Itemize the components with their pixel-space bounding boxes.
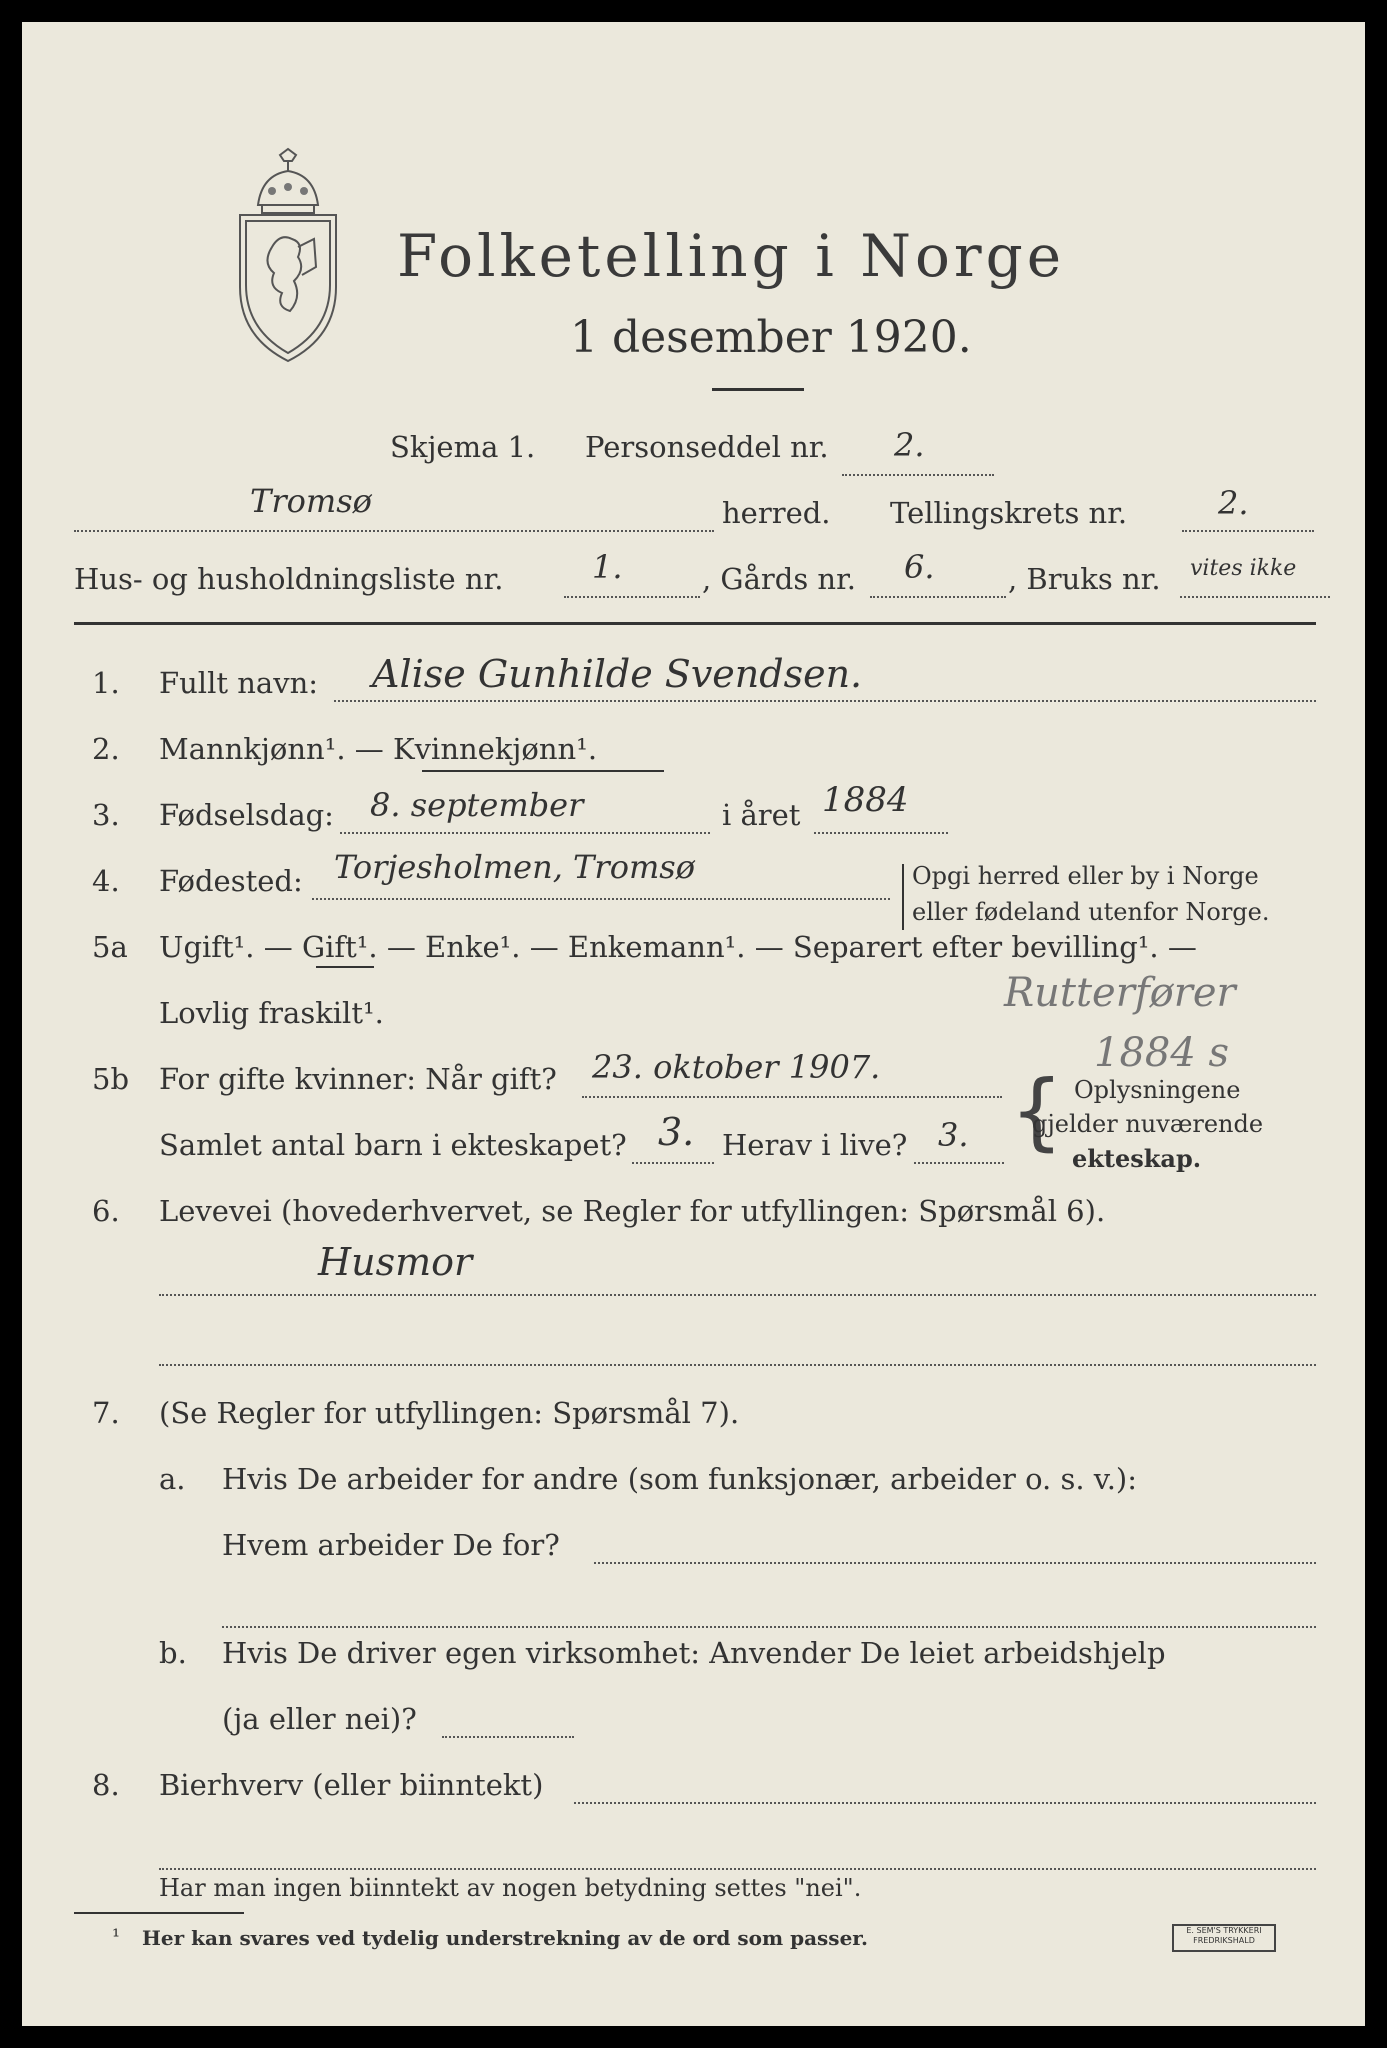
q8-answer-line1[interactable] — [574, 1802, 1316, 1804]
personseddel-label: Personseddel nr. — [585, 430, 829, 464]
q7b-line1: Hvis De driver egen virksomhet: Anvender De leiet arbeidshjelp — [222, 1636, 1166, 1670]
q5a-label-line1: Ugift¹. — Gift¹. — Enke¹. — Enkemann¹. — Separert efter bevilling¹. — — [159, 930, 1197, 964]
q7a-letter: a. — [159, 1462, 186, 1496]
q5b-married-line — [582, 1096, 1002, 1098]
q5b-alive-label: Herav i live? — [722, 1128, 908, 1162]
q4-note-bracket — [902, 864, 904, 930]
census-form-page — [22, 22, 1365, 2026]
personseddel-value[interactable]: 2. — [894, 426, 925, 464]
footnote-text: Her kan svares ved tydelig understrekning av de ord som passer. — [142, 1926, 868, 1950]
q8-number: 8. — [92, 1768, 120, 1802]
q5a-number: 5a — [92, 930, 128, 964]
gards-label: , Gårds nr. — [702, 562, 856, 596]
herred-value[interactable]: Tromsø — [250, 482, 372, 520]
q8-answer-line2[interactable] — [159, 1868, 1316, 1870]
header-divider — [74, 622, 1316, 625]
q6-number: 6. — [92, 1194, 120, 1228]
q4-line — [312, 898, 890, 900]
hus-label: Hus- og husholdningsliste nr. — [74, 562, 504, 596]
occupation-value[interactable]: Husmor — [318, 1240, 473, 1284]
q8-label: Bierhverv (eller biinntekt) — [159, 1768, 544, 1802]
tellingskrets-line — [1182, 530, 1314, 532]
footnote-rule — [74, 1912, 244, 1914]
birthplace-value[interactable]: Torjesholmen, Tromsø — [334, 848, 695, 886]
q1-number: 1. — [92, 666, 120, 700]
annotation-occupation: Rutterfører — [1004, 970, 1236, 1016]
birth-day-value[interactable]: 8. september — [370, 786, 584, 824]
q7a-line1: Hvis De arbeider for andre (som funksjonær, arbeider o. s. v.): — [222, 1462, 1138, 1496]
birth-year-value[interactable]: 1884 — [822, 780, 909, 820]
q4-note-line1: Opgi herred eller by i Norge — [912, 862, 1259, 890]
q4-note-line2: eller fødeland utenfor Norge. — [912, 898, 1270, 926]
q6-line2 — [159, 1364, 1316, 1366]
tellingskrets-value[interactable]: 2. — [1218, 484, 1249, 522]
children-count-value[interactable]: 3. — [658, 1110, 695, 1154]
norwegian-coat-of-arms-icon — [232, 147, 344, 367]
q7b-answer-line[interactable] — [442, 1736, 574, 1738]
printer-stamp-line2: FREDRIKSHALD — [1193, 1936, 1255, 1945]
q5b-label-line2: Samlet antal barn i ekteskapet? — [159, 1128, 627, 1162]
q4-label: Fødested: — [159, 864, 303, 898]
printer-stamp-line1: E. SEM'S TRYKKERI — [1186, 1926, 1262, 1935]
q2-label: Mannkjønn¹. — Kvinnekjønn¹. — [159, 732, 598, 766]
census-date: 1 desember 1920. — [570, 312, 972, 363]
q3-year-line — [814, 832, 948, 834]
q7b-letter: b. — [159, 1636, 187, 1670]
q5b-label-line1: For gifte kvinner: Når gift? — [159, 1062, 557, 1096]
q3-day-line — [340, 832, 710, 834]
q1-label: Fullt navn: — [159, 666, 319, 700]
q5b-children-line — [632, 1162, 714, 1164]
footer-note: Har man ingen biinntekt av nogen betydning settes "nei". — [159, 1874, 862, 1902]
q7-label: (Se Regler for utfyllingen: Spørsmål 7). — [159, 1396, 740, 1430]
q5b-number: 5b — [92, 1062, 130, 1096]
q6-line1 — [159, 1294, 1316, 1296]
hus-line — [564, 596, 700, 598]
hus-value[interactable]: 1. — [592, 548, 623, 586]
gift-underline — [316, 966, 374, 968]
q5b-note-line2: gjelder nuværende — [1032, 1110, 1264, 1138]
q3-year-label: i året — [722, 798, 801, 832]
q6-label: Levevei (hovederhvervet, se Regler for utfyllingen: Spørsmål 6). — [159, 1194, 1106, 1228]
q5b-note-brace: { — [1010, 1062, 1064, 1160]
printer-stamp — [1172, 1924, 1276, 1952]
q5a-label-line2: Lovlig fraskilt¹. — [159, 996, 384, 1030]
kvinnekjonn-underline — [422, 770, 664, 772]
q3-label: Fødselsdag: — [159, 798, 334, 832]
married-date-value[interactable]: 23. oktober 1907. — [592, 1048, 881, 1086]
annotation-year: 1884 s — [1094, 1030, 1230, 1076]
skjema-label: Skjema 1. — [390, 430, 536, 464]
q7a-answer-line2[interactable] — [222, 1626, 1316, 1628]
gards-value[interactable]: 6. — [904, 548, 935, 586]
q3-number: 3. — [92, 798, 120, 832]
q5b-note-line1: Oplysningene — [1074, 1076, 1241, 1104]
q7a-line2: Hvem arbeider De for? — [222, 1528, 560, 1562]
q4-number: 4. — [92, 864, 120, 898]
q5b-alive-line — [914, 1162, 1004, 1164]
children-alive-value[interactable]: 3. — [938, 1116, 969, 1154]
form-title: Folketelling i Norge — [397, 222, 1066, 290]
q7b-line2: (ja eller nei)? — [222, 1702, 417, 1736]
q5b-note-line3: ekteskap. — [1072, 1144, 1202, 1173]
title-rule — [712, 388, 804, 391]
herred-line — [74, 530, 714, 532]
personseddel-line — [842, 474, 994, 476]
herred-label: herred. — [722, 496, 831, 530]
bruks-label: , Bruks nr. — [1008, 562, 1161, 596]
bruks-value[interactable]: vites ikke — [1190, 556, 1297, 581]
q2-number: 2. — [92, 732, 120, 766]
tellingskrets-label: Tellingskrets nr. — [890, 496, 1128, 530]
q1-line — [334, 700, 1316, 702]
footnote-mark: ¹ — [112, 1924, 121, 1948]
full-name-value[interactable]: Alise Gunhilde Svendsen. — [372, 652, 863, 696]
q7a-answer-line1[interactable] — [594, 1562, 1316, 1564]
bruks-line — [1180, 596, 1330, 598]
q7-number: 7. — [92, 1396, 120, 1430]
gards-line — [870, 596, 1006, 598]
